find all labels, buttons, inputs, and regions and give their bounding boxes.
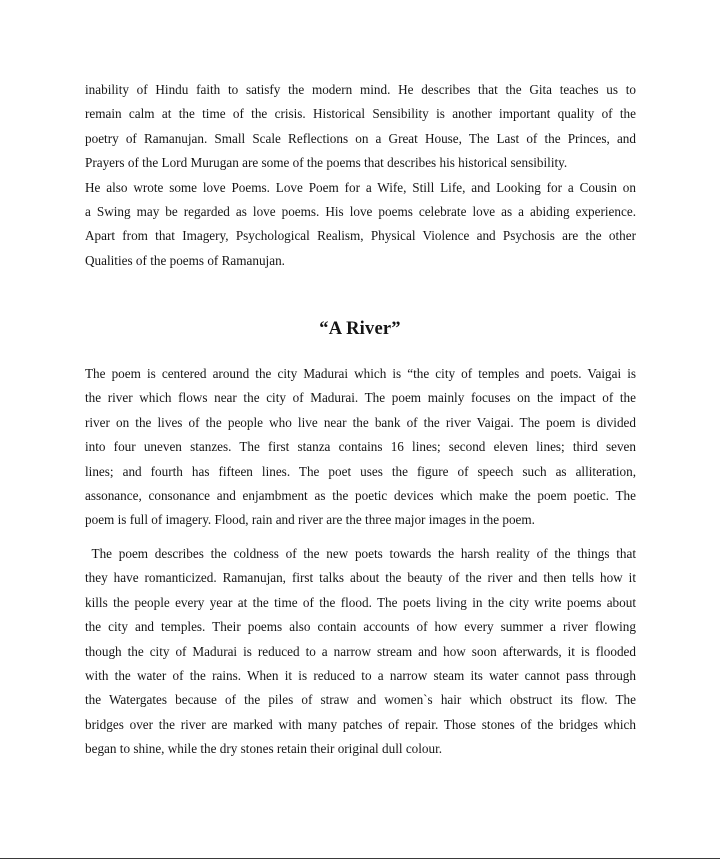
poem-overview-paragraph — [85, 362, 636, 533]
text-line: into four uneven stanzes. The first stanza contains 16 lines; second eleven lines; third seven — [85, 439, 636, 455]
text-line: The poem describes the coldness of the new poets towards the harsh reality of the things that — [85, 546, 636, 561]
text-line: inability of Hindu faith to satisfy the modern mind. He describes that the Gita teaches us to — [85, 82, 636, 97]
poem-description-paragraph — [85, 542, 636, 762]
text-line: Prayers of the Lord Murugan are some of the poems that describes his historical sensibility. — [85, 155, 568, 171]
text-line: The poem is centered around the city Madurai which is “the city of temples and poets. Vaigai is — [85, 366, 636, 381]
text-line: river on the lives of the people who live near the bank of the river Vaigai. The poem is divided — [85, 414, 636, 430]
text-line: began to shine, while the dry stones retain their original dull colour. — [85, 741, 443, 757]
intro-paragraph — [85, 78, 636, 273]
text-line: the city and temples. Their poems also contain accounts of how every summer a river flowing — [85, 619, 636, 635]
section-title: “A River” — [319, 319, 401, 339]
text-line: poem is full of imagery. Flood, rain and river are the three major images in the poem. — [85, 512, 535, 528]
text-line: bridges over the river are marked with many patches of repair. Those stones of the bridges which — [85, 716, 636, 732]
text-line: remain calm at the time of the crisis. Historical Sensibility is another important quality of the — [85, 106, 636, 122]
text-line: the Watergates because of the piles of straw and women`s hair which obstruct its flow. The — [85, 692, 636, 708]
text-line: the river which flows near the city of Madurai. The poem mainly focuses on the impact of the — [85, 390, 636, 406]
text-line: a Swing may be regarded as love poems. His love poems celebrate love as a abiding experience. — [85, 203, 636, 219]
text-line: Qualities of the poems of Ramanujan. — [85, 252, 285, 268]
text-line: they have romanticized. Ramanujan, first talks about the beauty of the river and then tells how it — [85, 570, 636, 586]
text-line: Apart from that Imagery, Psychological Realism, Physical Violence and Psychosis are the other — [85, 228, 636, 244]
text-line: He also wrote some love Poems. Love Poem for a Wife, Still Life, and Looking for a Cousin on — [85, 179, 636, 195]
text-line: assonance, consonance and enjambment as the poetic devices which make the poem poetic. The — [85, 487, 636, 503]
text-line: kills the people every year at the time of the flood. The poets living in the city write poems about — [85, 594, 636, 610]
page-bottom-divider — [0, 858, 720, 859]
text-line: with the water of the rains. When it is reduced to a narrow steam its water cannot pass through — [85, 667, 636, 683]
text-line: poetry of Ramanujan. Small Scale Reflections on a Great House, The Last of the Princes, and — [85, 130, 636, 146]
text-line: though the city of Madurai is reduced to a narrow stream and how soon afterwards, it is flooded — [85, 643, 636, 659]
text-line: lines; and fourth has fifteen lines. The poet uses the figure of speech such as alliteration, — [85, 463, 636, 479]
